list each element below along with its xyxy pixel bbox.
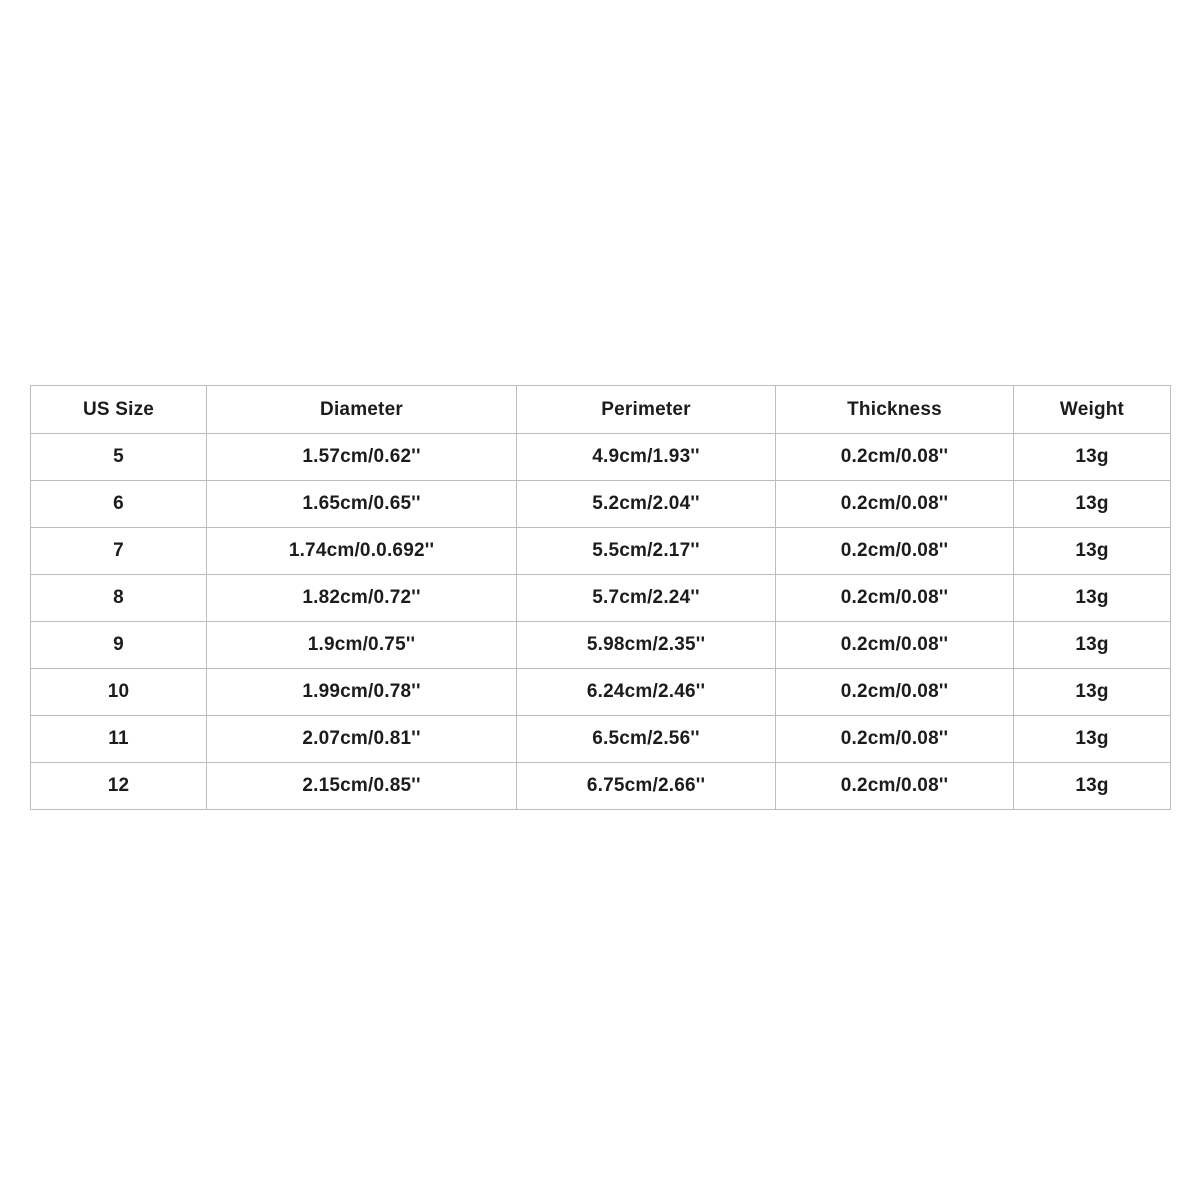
us-size-cell: 9 [31, 622, 207, 669]
perimeter-cell: 5.5cm/2.17'' [517, 528, 776, 575]
weight-cell: 13g [1014, 669, 1171, 716]
header-weight: Weight [1014, 386, 1171, 434]
perimeter-cell: 5.7cm/2.24'' [517, 575, 776, 622]
weight-cell: 13g [1014, 481, 1171, 528]
weight-cell: 13g [1014, 622, 1171, 669]
table-header [31, 386, 1171, 434]
perimeter-cell: 6.24cm/2.46'' [517, 669, 776, 716]
ring-size-chart-table [30, 385, 1171, 810]
weight-cell: 13g [1014, 716, 1171, 763]
us-size-cell: 5 [31, 434, 207, 481]
thickness-cell: 0.2cm/0.08'' [776, 669, 1014, 716]
weight-cell: 13g [1014, 528, 1171, 575]
table-row [31, 575, 1171, 622]
diameter-cell: 2.07cm/0.81'' [207, 716, 517, 763]
thickness-cell: 0.2cm/0.08'' [776, 575, 1014, 622]
us-size-cell: 11 [31, 716, 207, 763]
perimeter-cell: 6.5cm/2.56'' [517, 716, 776, 763]
weight-cell: 13g [1014, 434, 1171, 481]
header-thickness: Thickness [776, 386, 1014, 434]
thickness-cell: 0.2cm/0.08'' [776, 622, 1014, 669]
table-row [31, 622, 1171, 669]
thickness-cell: 0.2cm/0.08'' [776, 716, 1014, 763]
table-row [31, 434, 1171, 481]
table-body [31, 434, 1171, 810]
thickness-cell: 0.2cm/0.08'' [776, 528, 1014, 575]
weight-cell: 13g [1014, 575, 1171, 622]
diameter-cell: 1.65cm/0.65'' [207, 481, 517, 528]
us-size-cell: 10 [31, 669, 207, 716]
thickness-cell: 0.2cm/0.08'' [776, 434, 1014, 481]
diameter-cell: 1.99cm/0.78'' [207, 669, 517, 716]
diameter-cell: 2.15cm/0.85'' [207, 763, 517, 810]
header-diameter: Diameter [207, 386, 517, 434]
us-size-cell: 7 [31, 528, 207, 575]
diameter-cell: 1.82cm/0.72'' [207, 575, 517, 622]
diameter-cell: 1.9cm/0.75'' [207, 622, 517, 669]
table-row [31, 528, 1171, 575]
table-row [31, 669, 1171, 716]
diameter-cell: 1.57cm/0.62'' [207, 434, 517, 481]
table-row [31, 716, 1171, 763]
us-size-cell: 12 [31, 763, 207, 810]
header-row [31, 386, 1171, 434]
header-perimeter: Perimeter [517, 386, 776, 434]
diameter-cell: 1.74cm/0.0.692'' [207, 528, 517, 575]
us-size-cell: 6 [31, 481, 207, 528]
perimeter-cell: 5.2cm/2.04'' [517, 481, 776, 528]
perimeter-cell: 5.98cm/2.35'' [517, 622, 776, 669]
perimeter-cell: 4.9cm/1.93'' [517, 434, 776, 481]
thickness-cell: 0.2cm/0.08'' [776, 763, 1014, 810]
header-us-size: US Size [31, 386, 207, 434]
us-size-cell: 8 [31, 575, 207, 622]
perimeter-cell: 6.75cm/2.66'' [517, 763, 776, 810]
weight-cell: 13g [1014, 763, 1171, 810]
thickness-cell: 0.2cm/0.08'' [776, 481, 1014, 528]
table-row [31, 481, 1171, 528]
table-row [31, 763, 1171, 810]
